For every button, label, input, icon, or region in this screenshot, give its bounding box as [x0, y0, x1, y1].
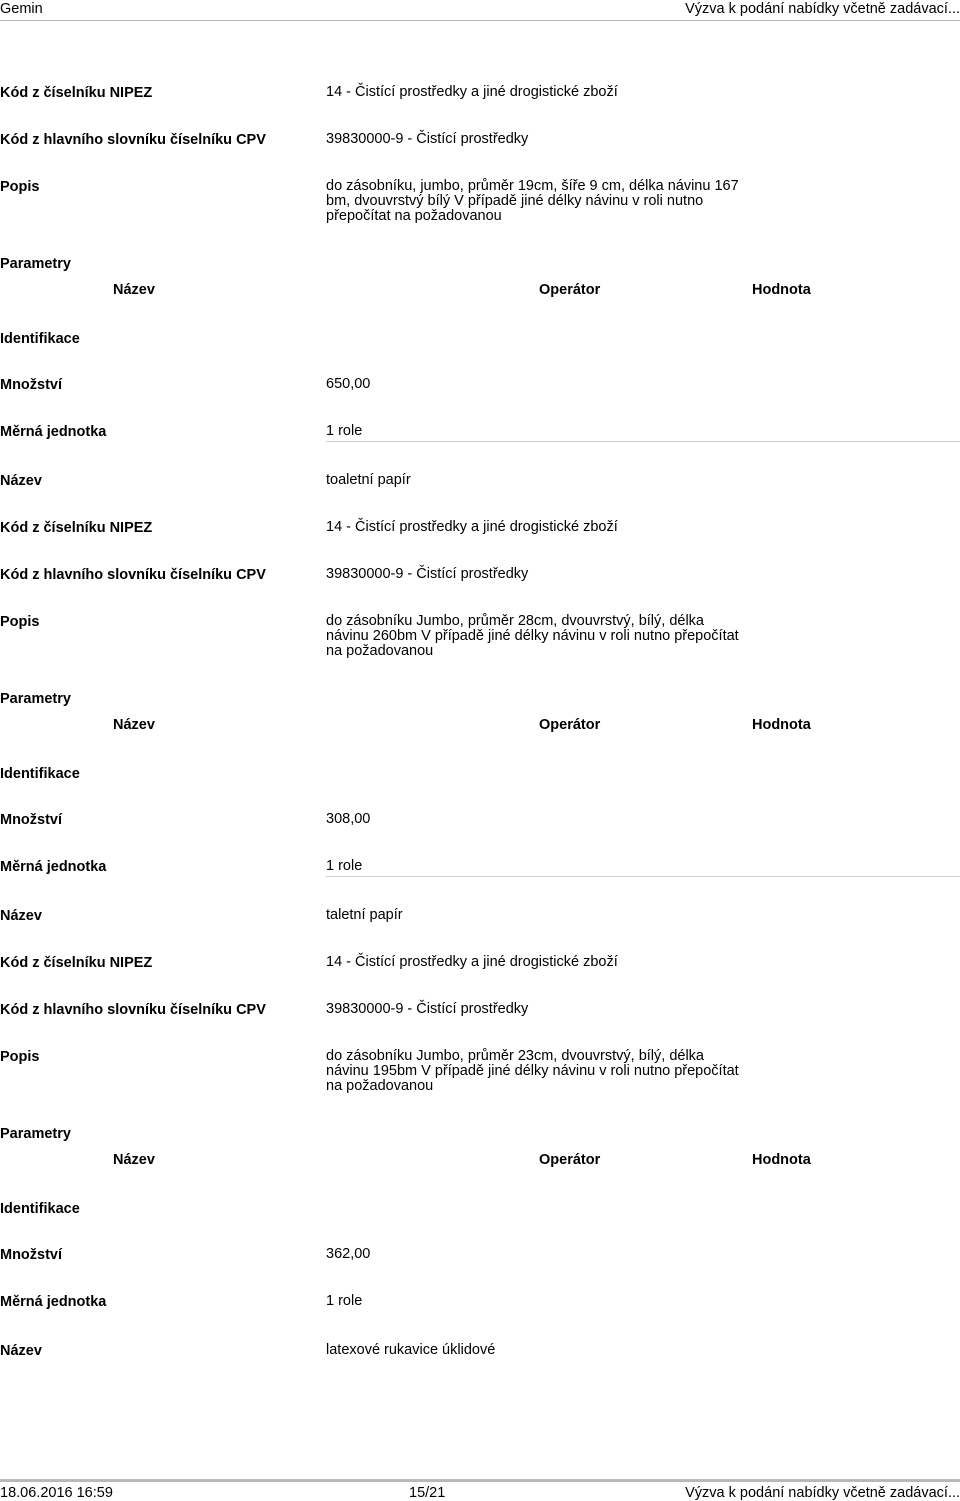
label-identifikace: Identifikace [0, 766, 80, 782]
label-mnozstvi: Množství [0, 1247, 63, 1263]
value-mnozstvi: 308,00 [326, 811, 371, 827]
label-nipez: Kód z číselníku NIPEZ [0, 520, 153, 536]
label-mnozstvi: Množství [0, 377, 63, 393]
param-header-operator: Operátor [539, 1152, 601, 1168]
param-header-nazev: Název [113, 282, 155, 298]
value-mnozstvi: 362,00 [326, 1246, 371, 1262]
item-separator [326, 876, 960, 877]
value-cpv: 39830000-9 - Čistící prostředky [326, 131, 529, 147]
param-header-hodnota: Hodnota [752, 282, 811, 298]
label-cpv: Kód z hlavního slovníku číselníku CPV [0, 1002, 266, 1018]
value-nazev: latexové rukavice úklidové [326, 1342, 496, 1358]
item-separator [326, 441, 960, 442]
param-header-nazev: Název [113, 717, 155, 733]
header-company: Gemin [0, 1, 43, 17]
value-jednotka: 1 role [326, 858, 363, 874]
label-nipez: Kód z číselníku NIPEZ [0, 955, 153, 971]
label-cpv: Kód z hlavního slovníku číselníku CPV [0, 567, 266, 583]
param-header-hodnota: Hodnota [752, 1152, 811, 1168]
label-mnozstvi: Množství [0, 812, 63, 828]
header-document-title: Výzva k podání nabídky včetně zadávací... [685, 1, 960, 17]
label-popis: Popis [0, 179, 40, 195]
page-header [0, 0, 960, 20]
value-jednotka: 1 role [326, 423, 363, 439]
value-nazev: toaletní papír [326, 472, 411, 488]
value-nipez: 14 - Čistící prostředky a jiné drogistické zboží [326, 84, 618, 100]
value-nipez: 14 - Čistící prostředky a jiné drogistické zboží [326, 954, 618, 970]
label-identifikace: Identifikace [0, 1201, 80, 1217]
param-header-nazev: Název [113, 1152, 155, 1168]
param-header-operator: Operátor [539, 717, 601, 733]
value-popis: do zásobníku, jumbo, průměr 19cm, šíře 9 cm, délka návinu 167 bm, dvouvrstvý bílý V případě jiné délky návinu v roli nutno přepočítat na požadovanou [326, 178, 739, 224]
label-nazev: Název [0, 1343, 42, 1359]
value-popis: do zásobníku Jumbo, průměr 23cm, dvouvrstvý, bílý, délka návinu 195bm V případě jiné délky návinu v roli nutno přepočítat na požadovanou [326, 1048, 739, 1094]
label-nipez: Kód z číselníku NIPEZ [0, 85, 153, 101]
value-jednotka: 1 role [326, 1293, 363, 1309]
value-popis: do zásobníku Jumbo, průměr 28cm, dvouvrstvý, bílý, délka návinu 260bm V případě jiné délky návinu v roli nutno přepočítat na požadovanou [326, 613, 739, 659]
value-nipez: 14 - Čistící prostředky a jiné drogistické zboží [326, 519, 618, 535]
param-header-hodnota: Hodnota [752, 717, 811, 733]
label-parametry: Parametry [0, 691, 71, 707]
footer-divider [0, 1479, 960, 1482]
footer-document-title: Výzva k podání nabídky včetně zadávací... [685, 1485, 960, 1501]
label-parametry: Parametry [0, 256, 71, 272]
param-header-operator: Operátor [539, 282, 601, 298]
value-cpv: 39830000-9 - Čistící prostředky [326, 566, 529, 582]
label-jednotka: Měrná jednotka [0, 1294, 107, 1310]
label-jednotka: Měrná jednotka [0, 424, 107, 440]
value-cpv: 39830000-9 - Čistící prostředky [326, 1001, 529, 1017]
value-nazev: taletní papír [326, 907, 403, 923]
page-footer [0, 1485, 960, 1501]
footer-page-number: 15/21 [409, 1485, 446, 1501]
value-mnozstvi: 650,00 [326, 376, 371, 392]
label-identifikace: Identifikace [0, 331, 80, 347]
label-parametry: Parametry [0, 1126, 71, 1142]
label-nazev: Název [0, 908, 42, 924]
label-cpv: Kód z hlavního slovníku číselníku CPV [0, 132, 266, 148]
footer-date: 18.06.2016 16:59 [0, 1485, 113, 1501]
label-popis: Popis [0, 614, 40, 630]
label-jednotka: Měrná jednotka [0, 859, 107, 875]
label-popis: Popis [0, 1049, 40, 1065]
label-nazev: Název [0, 473, 42, 489]
header-divider [0, 20, 960, 21]
